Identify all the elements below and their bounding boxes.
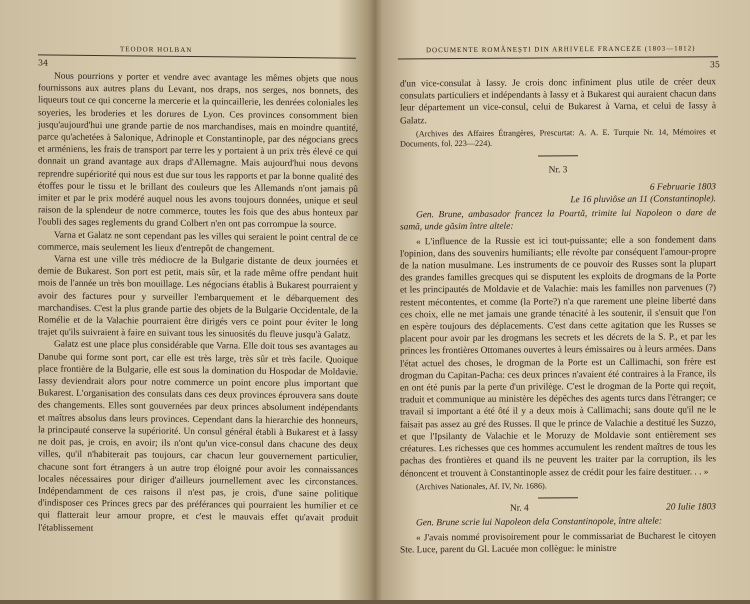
paragraph: d'un vice-consulat à Iassy. Je crois donc infiniment plus utile de créer deux consulats particuliers et indépendants à Iassy et à Bukarest qui auraient chacun dans leur département un vice-consul, celui de Bukarest à Varna, et celui de Iassy à Galatz. xyxy=(400,77,716,127)
paragraph: « L'influence de la Russie est ici tout-puissante; elle a son fondement dans l'opinion, dans des souvenirs humiliants; elle révolte par conséquent l'amour-propre de la nation musulmane. Les instruments de ce pouvoir des Russes sont la plupart des grandes familles grecques qui se disputent les exploits de drogmans de la Porte et les principautés de Moldavie et de Valachie: mais les familles non parvenues (?) restent mécontentes, et comme (la Porte?) n'a que rarement une pleine liberté dans ces choix, elle ne met jamais une grande ténacité à les soutenir, il s'ensuit que l'on en espère toujours des déplacements. C'est dans cette agitation que les Russes se placent pour avoir par les drogmans les secrets et les décrets de la S. P., et par les princes les frontières Ottomanes ouvertes à leurs émissaires ou à leurs armées. Dans l'état actuel des choses, le drogman de la Porte est un Callimachi, son frère est drogman du Capitan-Pacha: ces deux princes n'avaient été contraires à la France, ils en ont été punis par la perte d'un privilège. C'est le drogman de la Porte qui reçoit, traduit et communique au ministère les dépêches des agents turcs dans l'étranger; ce travail si important a été ôté il y a deux mois à Callimachi; sans doute qu'il ne le faisait pas assez au gré des Russes. Il que le prince de Valachie a destitué les Suzzo, et que l'Ipsilanty de Valachie et le Moruzy de Moldavie sont entièrement ses créatures. Les richesses que ces hommes accumulent les rendent maîtres de tous les pachas des frontières et quand ils ne peuvent les traiter par la corruption, ils les dénoncent et trouvent à Constantinople assez de crédit pour les faire destituer. . . » xyxy=(400,234,716,479)
document-subdate: Le 16 pluviôse an 11 (Constantinople). xyxy=(570,194,716,206)
paragraph: « J'avais nommé provisoirement pour le commissariat de Bucharest le citoyen Ste. Luce, parent du Gl. Lacuée mon collègue: le ministre xyxy=(400,530,716,556)
header-rule xyxy=(398,56,718,59)
source-note: (Archives Nationales, Af. IV, Nr. 1686). xyxy=(416,481,547,492)
left-body xyxy=(38,70,358,537)
paragraph: Varna est une ville très médiocre de la Bulgarie distante de deux journées et demie de Bukarest. Son port est petit, mais sûr, et la rade même offre pendant huit mois de l'année un très bon mouillage. Les négocians établis à Bukarest pourraient y avoir des factures pour y surveiller l'embarquement et le débarquement des marchandises. C'est la plus grande partie des objets de la Bulgarie Occidentale, de la Romélie et de la Valachie pourraient être dirigés vers ce point pour éviter le long trajet qu'ils suivraient à faire en suivant tous les sinuosités du fleuve jusqu'à Galatz. xyxy=(38,254,358,341)
document-heading: Gen. Brune, ambasador francez la Poartă, trimite lui Napoleon o dare de samă, unde găsim între altele: xyxy=(400,208,716,233)
right-body xyxy=(400,76,716,556)
header-rule xyxy=(38,54,356,58)
page-number: 34 xyxy=(38,58,49,68)
paragraph: Nous pourrions y porter et vendre avec avantage les mêmes objets que nous fournissons aux autres plans du Levant, nos draps, nos serges, nos bonnets, des liqueurs tout ce qui concerne la mercerie et la quincaillerie, les denrées coloniales les soyeries, les broderies et les dorures de Lyon. Ces provinces consomment bien jusqu'aujourd'hui une grande partie de nos marchandises, mais en moindre quantité, parce qu'achetées à Salonique, Adrinople et Constantinople, par des négocians grecs et arméniens, les frais de transport par terre les y portaient à un prix très élevé ce qui donnait un grand avantage aux draps d'Allemagne. Mais aujourd'hui nous devons reprendre supériorité qui nous est due sur tous les rapports et par la bonne qualité des étoffes pour le tissu et le brillant des couleurs que les Allemands n'ont jamais pû imiter et par le prix modéré auquel nous les avons toujours données, unique et seul raison de la splendeur de notre commerce, toutes les fois que des abus honteux par l'oubli des sages reglements du grand Colbert n'en ont pas corrompue la source. xyxy=(38,71,358,231)
paragraph: Varna et Galatz ne sont cependant pas les villes qui seraient le point central de ce commerce, mais seulement les lieux d'entrepôt de changement. xyxy=(38,230,358,255)
document-date: 6 Februarie 1803 xyxy=(649,182,716,193)
divider xyxy=(538,497,578,498)
left-page xyxy=(0,0,372,604)
source-note: (Archives des Affaires Étrangères, Prescurtat: A. A. E. Turquie Nr. 14, Mémoires et Documents, fol. 223—224). xyxy=(400,127,716,149)
document-heading: Gen. Brune scrie lui Napoleon dela Constantinopole, între altele: xyxy=(416,516,662,529)
document-number: Nr. 3 xyxy=(548,164,568,176)
right-page xyxy=(378,0,750,603)
paragraph: Galatz est une place plus considérable que Varna. Elle doit tous ses avantages au Danube qui forme sont port, car elle est très large, très sûr et très facile. Quoique place frontière de la Bulgarie, elle est sous la domination du Hospodar de Moldavie. Iassy deviendrait alors pour notre commerce un point encore plus important que Bukarest. L'organisation des consulats dans ces deux provinces éprouvera sans doute des changements. Elles sont gouvernées par deux princes absolument indépendants et maîtres absolus dans leurs provinces. Cependant dans la hierarchie des honneurs, la principauté conserve la supériorité. Un consul général établi à Bukarest et à Iassy ne doit pas, je crois, en avoir; ils n'ont qu'un vice-consul dans chacune des deux villes, qu'il n'habiterait pas toujours, car chacun leur gouvernement particulier, chacune sont fort étrangers à un autre trop éloigné pour avoir les connaissances locales nécessaires pour diriger d'ailleurs journellement avec les circonstances. Indépendamment de ces raisons il n'est pas, je crois, d'une saine politique d'indisposer ces Princes grecs par des préférances qui pourraient les humilier et ce qui flatterait leur amour propre, et c'est le mauvais effet qu'avait produit l'établissement xyxy=(38,340,358,534)
document-number-row xyxy=(400,501,716,515)
page-number: 35 xyxy=(709,60,720,70)
running-head: DOCUMENTE ROMÂNEȘTI DIN ARHIVELE FRANCEZE (1803—1812) xyxy=(426,44,696,55)
document-date: 20 Iulie 1803 xyxy=(666,502,716,513)
document-number: Nr. 4 xyxy=(510,503,529,514)
running-head: TEODOR HOLBAN xyxy=(120,45,193,55)
divider xyxy=(538,155,578,156)
